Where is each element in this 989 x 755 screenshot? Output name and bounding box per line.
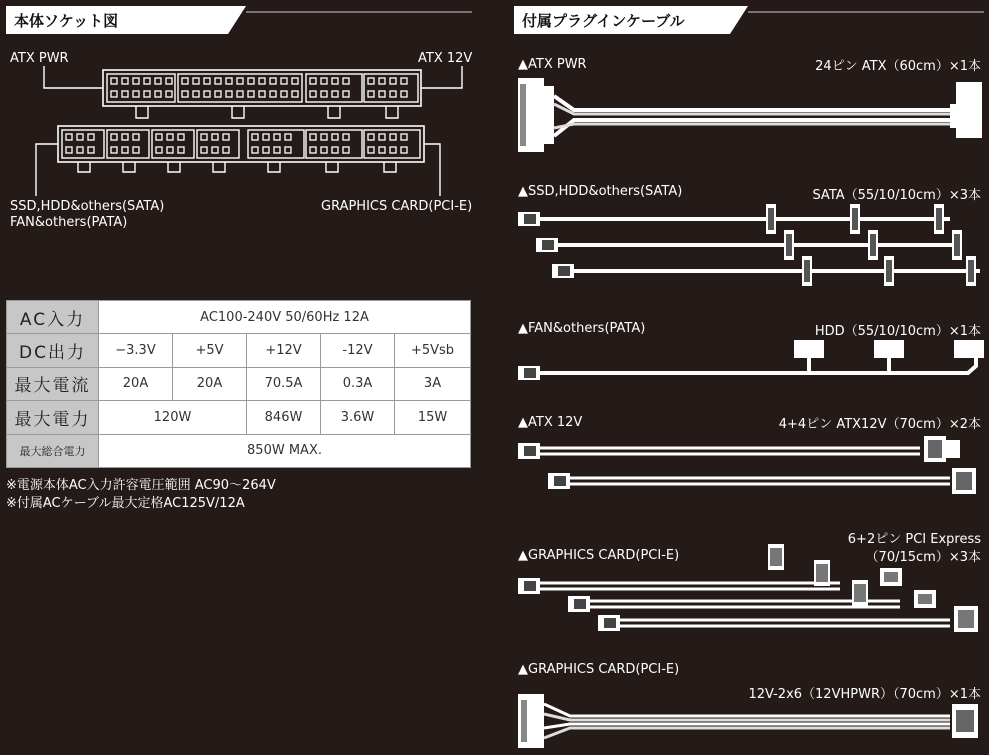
max-power-cell: 120W: [99, 401, 247, 434]
max-current-cell: 20A: [173, 367, 247, 400]
max-current-cell: 0.3A: [321, 367, 395, 400]
dc-output-cell: +12V: [247, 334, 321, 367]
max-current-cell: 20A: [99, 367, 173, 400]
row-header-ac-input: AC入力: [7, 301, 99, 334]
cable-spec-atx-pwr: 24ピン ATX（60cm）×1本: [815, 59, 981, 74]
pcie-8pin-cable: [518, 544, 978, 632]
note-ac-voltage: ※電源本体AC入力許容電圧範囲 AC90〜264V: [6, 478, 276, 493]
atx12v-cable: [518, 436, 976, 494]
cable-section-title: 付属プラグインケーブル: [522, 12, 685, 30]
cable-spec-atx12v: 4+4ピン ATX12V（70cm）×2本: [778, 417, 981, 432]
cable-name-pcie: ▲GRAPHICS CARD(PCI-E): [518, 548, 680, 563]
cable-spec-pcie-line1: 6+2ピン PCI Express: [847, 532, 981, 547]
12vhpwr-cable: [518, 694, 978, 748]
cable-name-atx12v: ▲ATX 12V: [518, 415, 583, 430]
ac-input-value: AC100-240V 50/60Hz 12A: [99, 301, 471, 334]
row-header-max-total-power: 最大総合電力: [7, 434, 99, 467]
cable-name-sata: ▲SSD,HDD&others(SATA): [518, 184, 683, 199]
max-current-cell: 70.5A: [247, 367, 321, 400]
cable-spec-sata: SATA（55/10/10cm）×3本: [812, 188, 981, 203]
dc-output-cell: +5Vsb: [395, 334, 471, 367]
label-atx-pwr: ATX PWR: [10, 51, 69, 66]
max-power-cell: 846W: [247, 401, 321, 434]
cable-spec-12vhpwr: 12V-2x6（12VHPWR）（70cm）×1本: [748, 687, 981, 702]
cable-name-atx-pwr: ▲ATX PWR: [518, 57, 587, 72]
label-sata: SSD,HDD&others(SATA): [10, 199, 165, 214]
dc-output-cell: +5V: [173, 334, 247, 367]
max-current-cell: 3A: [395, 367, 471, 400]
socket-section-title: 本体ソケット図: [14, 12, 119, 30]
note-ac-cable: ※付属ACケーブル最大定格AC125V/12A: [6, 496, 245, 511]
row-header-max-current: 最大電流: [7, 367, 99, 400]
cable-spec-pata: HDD（55/10/10cm）×1本: [814, 324, 981, 339]
label-atx12v: ATX 12V: [418, 51, 473, 66]
label-pcie: GRAPHICS CARD(PCI-E): [321, 199, 473, 214]
row-header-dc-output: DC出力: [7, 334, 99, 367]
row-header-max-power: 最大電力: [7, 401, 99, 434]
cable-name-pata: ▲FAN&others(PATA): [518, 321, 646, 336]
sata-cable: [518, 204, 980, 286]
max-power-cell: 3.6W: [321, 401, 395, 434]
cable-name-12vhpwr: ▲GRAPHICS CARD(PCI-E): [518, 662, 680, 677]
dc-output-cell: -12V: [321, 334, 395, 367]
max-total-power-value: 850W MAX.: [99, 434, 471, 467]
max-power-cell: 15W: [395, 401, 471, 434]
cable-spec-pcie-line2: （70/15cm）×3本: [865, 550, 981, 565]
pata-cable: [518, 340, 984, 380]
dc-output-cell: −3.3V: [99, 334, 173, 367]
label-pata: FAN&others(PATA): [10, 215, 128, 230]
atx-pwr-cable: [518, 78, 982, 152]
